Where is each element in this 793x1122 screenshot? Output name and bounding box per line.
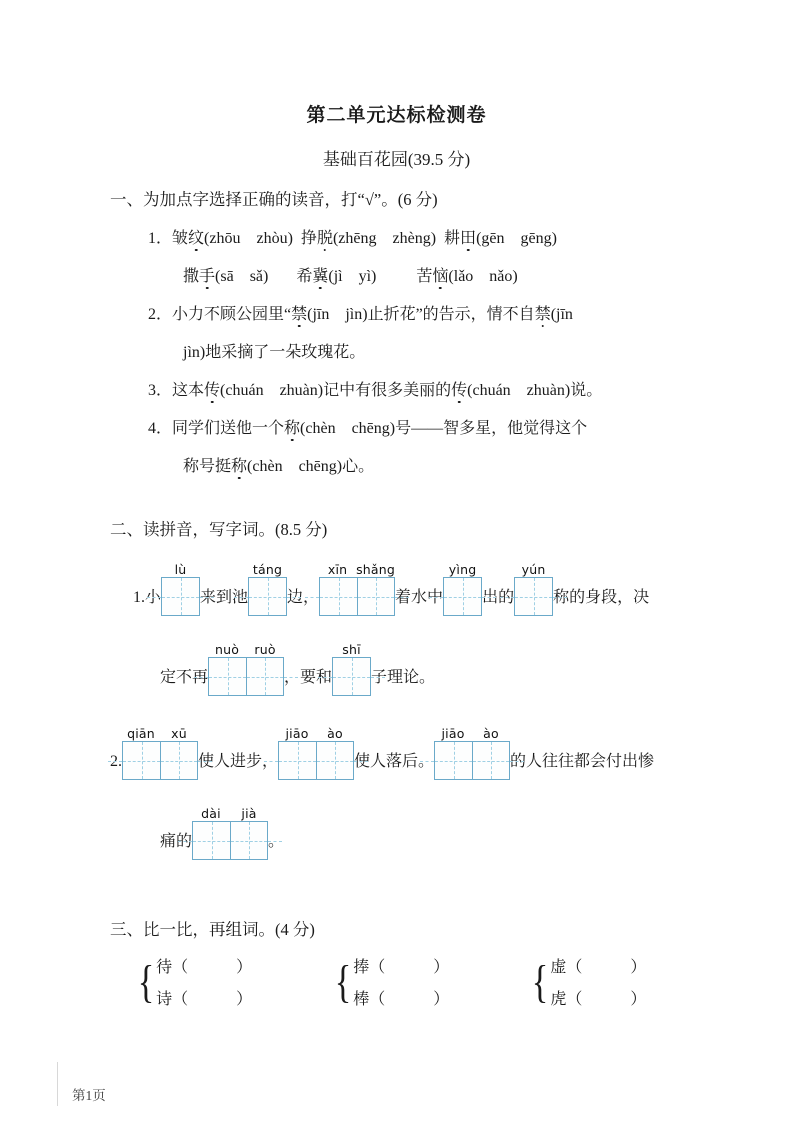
inline-text: 使人进步， bbox=[198, 753, 279, 770]
tianzige-boxes[interactable] bbox=[192, 821, 268, 860]
word-prefix: 撒 bbox=[183, 268, 200, 285]
zuci-answer-blank[interactable]: （ ） bbox=[172, 959, 253, 976]
pinyin-hint: xū bbox=[171, 726, 187, 741]
sentence-part: 称号挺 bbox=[183, 458, 232, 475]
tianzige-group[interactable] bbox=[332, 642, 371, 696]
inline-text: 来到池 bbox=[200, 589, 249, 606]
zuci-answer-blank[interactable]: （ ） bbox=[566, 991, 647, 1008]
pinyin-hint-row bbox=[443, 562, 482, 577]
pinyin-options: (sā sǎ) bbox=[215, 268, 269, 285]
brace-icon: { bbox=[532, 955, 549, 1007]
tianzige-boxes[interactable] bbox=[122, 741, 198, 780]
section-one bbox=[0, 186, 793, 476]
zuci-char: 虚 bbox=[550, 959, 567, 976]
pinyin-hint: yìng bbox=[448, 562, 477, 577]
zuci-group bbox=[332, 954, 449, 1009]
tianzige-cell[interactable] bbox=[209, 658, 246, 695]
pinyin-hint: lù bbox=[174, 562, 187, 577]
pinyin-hint-row bbox=[434, 726, 510, 741]
word-prefix: 皱 bbox=[172, 230, 189, 247]
question-1-1-line-b bbox=[183, 263, 793, 286]
pinyin-hint: dài bbox=[201, 806, 221, 821]
pinyin-hint: nuò bbox=[214, 642, 240, 657]
tianzige-cell[interactable] bbox=[279, 742, 316, 779]
zuci-row bbox=[156, 954, 252, 977]
zuci-char: 捧 bbox=[353, 959, 370, 976]
pinyin-hint-row bbox=[514, 562, 553, 577]
tianzige-rule bbox=[278, 741, 354, 780]
inline-text: 子理论。 bbox=[371, 669, 436, 686]
tianzige-boxes[interactable] bbox=[248, 577, 287, 616]
tianzige-rule bbox=[208, 657, 284, 696]
tianzige-rule bbox=[434, 741, 510, 780]
pinyin-hint: ào bbox=[327, 726, 343, 741]
inline-text: 定不再 bbox=[160, 669, 209, 686]
word-prefix: 苦 bbox=[416, 268, 433, 285]
dotted-char: 冀 bbox=[312, 263, 328, 286]
page-title: 第二单元达标检测卷 bbox=[306, 105, 487, 126]
item-number: 1. bbox=[133, 589, 145, 606]
tianzige-cell[interactable] bbox=[249, 578, 286, 615]
inline-text: 的人往往都会付出惨 bbox=[510, 753, 655, 770]
zuci-group bbox=[135, 954, 252, 1009]
pinyin-hint: jiāo bbox=[285, 726, 309, 741]
sentence-part: 小力不顾公园里“ bbox=[172, 306, 292, 323]
tianzige-group[interactable] bbox=[192, 806, 268, 860]
word-prefix: 耕 bbox=[444, 230, 461, 247]
pinyin-options: (zhōu zhòu) bbox=[204, 230, 293, 247]
item-number: 1． bbox=[148, 230, 173, 247]
zuci-char: 诗 bbox=[156, 991, 173, 1008]
tianzige-group[interactable] bbox=[434, 726, 510, 780]
tianzige-cell[interactable] bbox=[515, 578, 552, 615]
question-2-2-row-2 bbox=[160, 806, 793, 860]
tianzige-group[interactable] bbox=[514, 562, 553, 616]
tianzige-cell[interactable] bbox=[316, 742, 353, 779]
question-1-2-line-a bbox=[148, 301, 793, 324]
zuci-rows bbox=[353, 954, 449, 1009]
tianzige-rule bbox=[514, 577, 553, 616]
inline-text: 称的身段，决 bbox=[553, 589, 650, 606]
inline-text: ，要和 bbox=[284, 669, 333, 686]
question-1-2-line-b: jìn)地采摘了一朵玫瑰花。 bbox=[183, 344, 366, 361]
tianzige-cell[interactable] bbox=[472, 742, 509, 779]
tianzige-group[interactable] bbox=[248, 562, 287, 616]
zuci-row bbox=[353, 986, 449, 1009]
dotted-char: 田 bbox=[460, 225, 476, 248]
sentence-part: (chuán zhuàn)记中有很多美丽的 bbox=[220, 382, 452, 399]
tianzige-boxes[interactable] bbox=[208, 657, 284, 696]
tianzige-boxes[interactable] bbox=[319, 577, 395, 616]
dotted-char: 恼 bbox=[432, 263, 448, 286]
sentence-part: (chuán zhuàn)说。 bbox=[467, 382, 603, 399]
tianzige-cell[interactable] bbox=[123, 742, 160, 779]
dotted-char: 禁 bbox=[535, 301, 551, 324]
pinyin-hint-row bbox=[248, 562, 287, 577]
tianzige-rule bbox=[192, 821, 268, 860]
zuci-char: 棒 bbox=[353, 991, 370, 1008]
pinyin-options: (gēn gēng) bbox=[476, 230, 557, 247]
tianzige-group[interactable] bbox=[443, 562, 482, 616]
dotted-char: 脱 bbox=[317, 225, 333, 248]
zuci-char: 待 bbox=[156, 959, 173, 976]
tianzige-cell[interactable] bbox=[162, 578, 199, 615]
item-number: 4． bbox=[148, 420, 173, 437]
tianzige-boxes[interactable] bbox=[514, 577, 553, 616]
tianzige-rule bbox=[248, 577, 287, 616]
inline-text: 小 bbox=[145, 589, 162, 606]
sentence-part: 这本 bbox=[172, 382, 205, 399]
zuci-rows bbox=[156, 954, 252, 1009]
word-prefix: 挣 bbox=[300, 230, 317, 247]
zuci-rows bbox=[550, 954, 646, 1009]
tianzige-rule bbox=[122, 741, 198, 780]
tianzige-group[interactable] bbox=[208, 642, 284, 696]
pinyin-choice-group bbox=[172, 230, 293, 247]
tianzige-sequence-2 bbox=[160, 642, 435, 696]
page-edge-rule bbox=[57, 1062, 58, 1106]
pinyin-hint-row bbox=[192, 806, 268, 821]
brace-icon: { bbox=[137, 955, 155, 1007]
item-number: 2. bbox=[110, 753, 122, 770]
tianzige-cell[interactable] bbox=[444, 578, 481, 615]
zuci-char: 虎 bbox=[550, 991, 567, 1008]
section-two-heading: 二、读拼音，写字词。(8.5 分) bbox=[110, 520, 328, 539]
tianzige-rule bbox=[319, 577, 395, 616]
tianzige-cell[interactable] bbox=[160, 742, 197, 779]
question-1-4-line-b bbox=[183, 453, 793, 476]
tianzige-boxes[interactable] bbox=[443, 577, 482, 616]
pinyin-hint: qiān bbox=[127, 726, 155, 741]
zuci-groups bbox=[135, 954, 793, 1009]
tianzige-cell[interactable] bbox=[333, 658, 370, 695]
section-three-heading: 三、比一比，再组词。(4 分) bbox=[110, 920, 315, 939]
dotted-char: 手 bbox=[199, 263, 215, 286]
section-one-heading: 一、为加点字选择正确的读音，打“√”。(6 分) bbox=[110, 190, 438, 209]
zuci-answer-blank[interactable]: （ ） bbox=[369, 959, 450, 976]
pinyin-choice-group bbox=[416, 268, 517, 285]
inline-text: 痛的 bbox=[160, 833, 193, 850]
zuci-row bbox=[353, 954, 449, 977]
sentence-part: 同学们送他一个 bbox=[172, 420, 285, 437]
pinyin-hint: jiāo bbox=[441, 726, 465, 741]
pinyin-hint: xīn bbox=[327, 562, 348, 577]
item-number: 2． bbox=[148, 306, 173, 323]
item-number: 3． bbox=[148, 382, 173, 399]
pinyin-hint: ào bbox=[483, 726, 499, 741]
question-1-3-line bbox=[148, 377, 793, 400]
dotted-char: 传 bbox=[204, 377, 220, 400]
zuci-answer-blank[interactable]: （ ） bbox=[172, 991, 253, 1008]
question-2-1-row-1 bbox=[133, 562, 793, 616]
question-1-4-line-a bbox=[148, 415, 793, 438]
tianzige-group[interactable] bbox=[278, 726, 354, 780]
tianzige-group[interactable] bbox=[122, 726, 198, 780]
dotted-char: 禁 bbox=[291, 301, 307, 324]
brace-icon: { bbox=[334, 955, 352, 1007]
tianzige-rule bbox=[332, 657, 371, 696]
tianzige-group[interactable] bbox=[161, 562, 200, 616]
pinyin-choice-group bbox=[183, 268, 268, 285]
pinyin-hint: jià bbox=[241, 806, 257, 821]
zuci-answer-blank[interactable]: （ ） bbox=[566, 959, 647, 976]
pinyin-options: (zhēng zhèng) bbox=[332, 230, 437, 247]
dotted-char: 称 bbox=[284, 415, 300, 438]
pinyin-hint-row bbox=[278, 726, 354, 741]
tianzige-sequence-4 bbox=[160, 806, 284, 860]
sentence-part: (chèn chēng)心。 bbox=[247, 458, 375, 475]
inline-text: 出的 bbox=[482, 589, 515, 606]
pinyin-choice-group bbox=[296, 268, 376, 285]
page-subtitle: 基础百花园(39.5 分) bbox=[322, 150, 471, 169]
sentence-part: (jīn bbox=[550, 306, 573, 323]
tianzige-cell[interactable] bbox=[320, 578, 357, 615]
sentence-part: (chèn chēng)号——智多星，他觉得这个 bbox=[300, 420, 588, 437]
tianzige-rule bbox=[161, 577, 200, 616]
tianzige-sequence-3 bbox=[122, 726, 654, 780]
zuci-group bbox=[529, 954, 646, 1009]
zuci-answer-blank[interactable]: （ ） bbox=[369, 991, 450, 1008]
section-two bbox=[0, 516, 793, 860]
pinyin-hint: táng bbox=[252, 562, 283, 577]
sentence-part: (jīn jìn)止折花”的告示，情不自 bbox=[307, 306, 535, 323]
pinyin-hint: ruò bbox=[254, 642, 276, 657]
tianzige-boxes[interactable] bbox=[332, 657, 371, 696]
dotted-char: 传 bbox=[451, 377, 467, 400]
tianzige-group[interactable] bbox=[319, 562, 395, 616]
pinyin-hint: shī bbox=[342, 642, 361, 657]
pinyin-choice-group bbox=[444, 230, 557, 247]
pinyin-choice-group bbox=[301, 230, 436, 247]
pinyin-hint: shǎng bbox=[356, 562, 396, 577]
inline-text: 边， bbox=[287, 589, 320, 606]
dotted-char: 称 bbox=[231, 453, 247, 476]
pinyin-hint-row bbox=[161, 562, 200, 577]
zuci-row bbox=[550, 986, 646, 1009]
zuci-row bbox=[550, 954, 646, 977]
tianzige-cell[interactable] bbox=[230, 822, 267, 859]
page-footer: 第1页 bbox=[72, 1088, 106, 1103]
pinyin-hint-row bbox=[122, 726, 198, 741]
question-2-2-row-1 bbox=[110, 726, 793, 780]
tianzige-cell[interactable] bbox=[193, 822, 230, 859]
tianzige-boxes[interactable] bbox=[434, 741, 510, 780]
pinyin-hint-row bbox=[332, 642, 371, 657]
inline-text: 着水中 bbox=[395, 589, 444, 606]
pinyin-hint: yún bbox=[521, 562, 546, 577]
tianzige-cell[interactable] bbox=[357, 578, 394, 615]
pinyin-options: (jì yì) bbox=[328, 268, 377, 285]
word-prefix: 希 bbox=[296, 268, 313, 285]
pinyin-hint-row bbox=[208, 642, 284, 657]
tianzige-rule bbox=[443, 577, 482, 616]
question-1-1-line-a bbox=[148, 225, 793, 248]
inline-text: 使人落后。 bbox=[354, 753, 435, 770]
zuci-row bbox=[156, 986, 252, 1009]
tianzige-sequence-1 bbox=[145, 562, 649, 616]
pinyin-options: (lǎo nǎo) bbox=[448, 268, 518, 285]
section-three bbox=[0, 916, 793, 1009]
pinyin-hint-row bbox=[319, 562, 395, 577]
question-2-1-row-2 bbox=[160, 642, 793, 696]
tianzige-cell[interactable] bbox=[435, 742, 472, 779]
tianzige-boxes[interactable] bbox=[278, 741, 354, 780]
tianzige-boxes[interactable] bbox=[161, 577, 200, 616]
inline-text: 。 bbox=[268, 833, 285, 850]
tianzige-cell[interactable] bbox=[246, 658, 283, 695]
dotted-char: 纹 bbox=[188, 225, 204, 248]
